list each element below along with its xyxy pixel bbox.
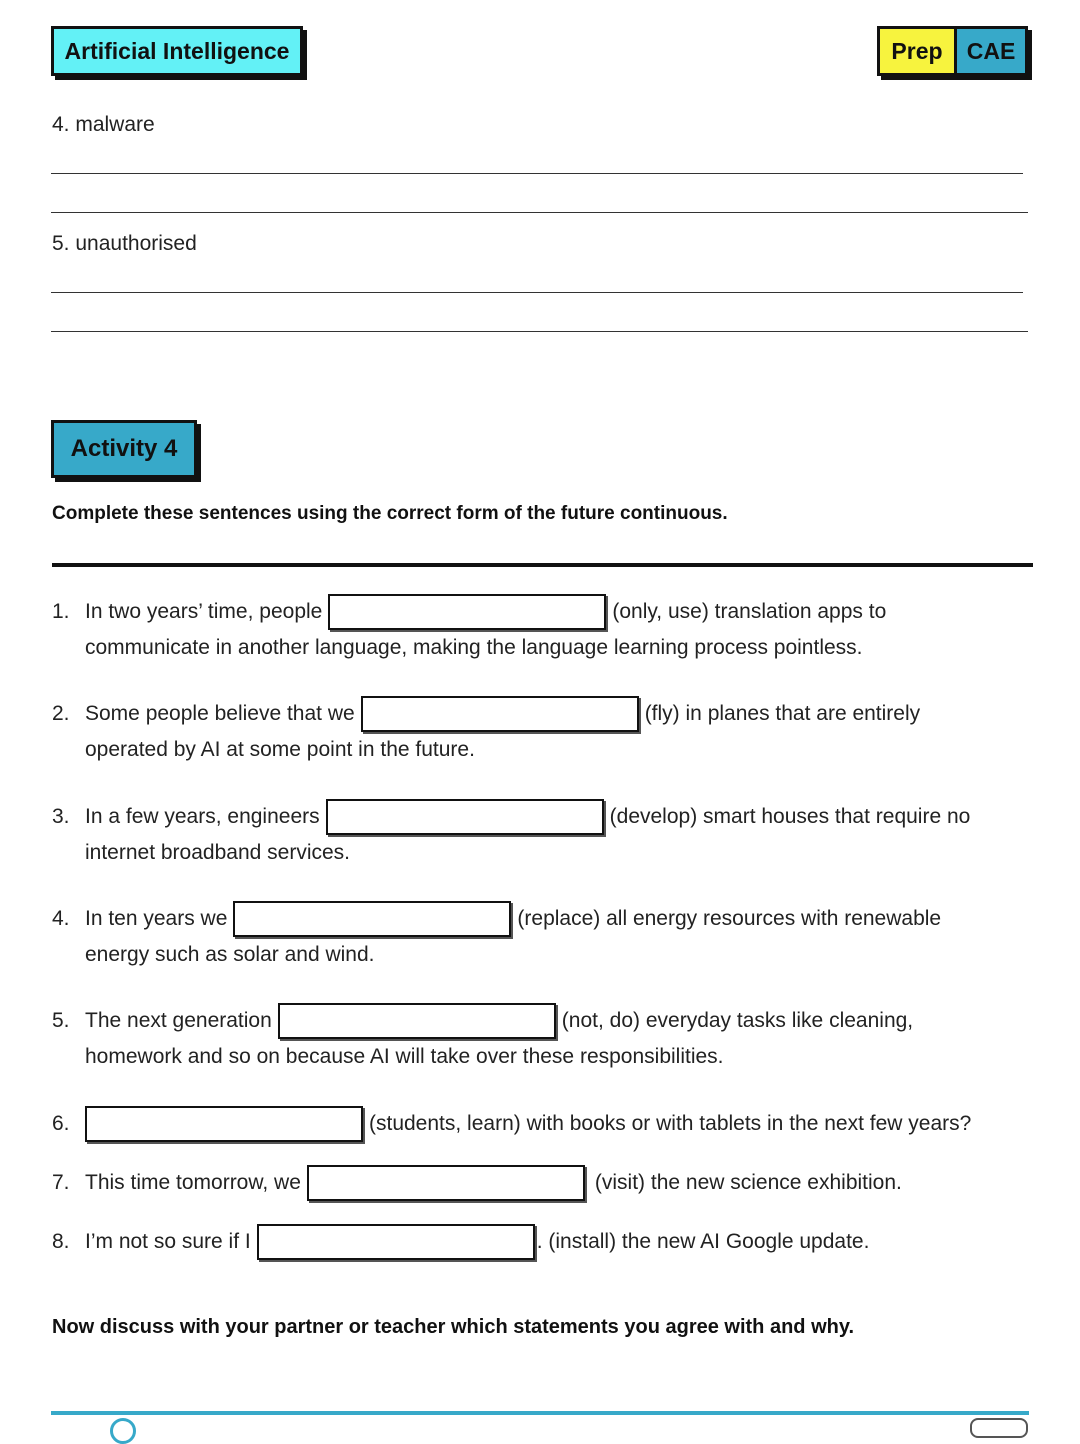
sentence-continuation: operated by AI at some point in the future.: [85, 738, 475, 761]
sentence-item: [52, 694, 1042, 762]
activity-title: Activity 4: [70, 435, 178, 462]
footer-logo-icon: [110, 1418, 136, 1444]
level-badge: [877, 26, 1028, 76]
sentence-before: In a few years, engineers: [85, 805, 320, 828]
item-number: 6.: [52, 1112, 70, 1135]
answer-gap[interactable]: [233, 901, 511, 937]
section-divider: [52, 563, 1033, 567]
item-number: 7.: [52, 1171, 70, 1194]
topic-title: Artificial Intelligence: [64, 38, 290, 64]
sentence-before: The next generation: [85, 1009, 272, 1032]
writing-line[interactable]: [51, 212, 1028, 213]
sentence-after: (fly) in planes that are entirely: [644, 702, 921, 725]
footer-page-tab: [970, 1418, 1028, 1438]
answer-gap[interactable]: [278, 1003, 556, 1039]
sentence-before: In two years’ time, people: [85, 600, 323, 623]
sentence-after: (develop) smart houses that require no: [609, 805, 971, 828]
sentence-after: . (install) the new AI Google update.: [536, 1230, 870, 1253]
sentence-item: [52, 899, 1042, 967]
sentence-continuation: communicate in another language, making the language learning process pointless.: [85, 636, 863, 659]
sentence-after: (only, use) translation apps to: [612, 600, 887, 623]
answer-gap[interactable]: [257, 1224, 535, 1260]
answer-gap[interactable]: [361, 696, 639, 732]
sentence-item: [52, 1222, 1042, 1262]
answer-gap[interactable]: [307, 1165, 585, 1201]
sentence-after: (replace) all energy resources with renewable: [517, 907, 942, 930]
sentence-after: (students, learn) with books or with tablets in the next few years?: [369, 1112, 972, 1135]
sentence-continuation: energy such as solar and wind.: [85, 943, 375, 966]
sentence-after: (not, do) everyday tasks like cleaning,: [561, 1009, 914, 1032]
writing-line[interactable]: [51, 173, 1023, 174]
sentence-item: [52, 797, 1042, 865]
sentence-before: I’m not so sure if I: [85, 1230, 251, 1253]
sentence-before: In ten years we: [85, 907, 228, 930]
word-item-unauthorised: 5. unauthorised: [52, 232, 197, 255]
sentence-continuation: internet broadband services.: [85, 841, 350, 864]
discussion-prompt: Now discuss with your partner or teacher which statements you agree with and why.: [52, 1316, 855, 1338]
sentence-before: Some people believe that we: [85, 702, 355, 725]
sentence-item: [52, 592, 1042, 660]
writing-line[interactable]: [51, 292, 1023, 293]
answer-gap[interactable]: [328, 594, 606, 630]
item-number: 3.: [52, 805, 70, 828]
item-number: 5.: [52, 1009, 70, 1032]
activity-instruction: Complete these sentences using the correct form of the future continuous.: [52, 503, 728, 524]
item-number: 4.: [52, 907, 70, 930]
sentence-after: (visit) the new science exhibition.: [594, 1171, 902, 1194]
footer-divider: [51, 1411, 1029, 1415]
word-item-malware: 4. malware: [52, 113, 155, 136]
level-prep-label: Prep: [880, 29, 957, 73]
answer-gap[interactable]: [326, 799, 604, 835]
writing-line[interactable]: [51, 331, 1028, 332]
item-number: 2.: [52, 702, 70, 725]
activity-heading-box: [51, 420, 197, 478]
answer-gap[interactable]: [85, 1106, 363, 1142]
topic-title-box: [51, 26, 303, 76]
sentence-item: [52, 1001, 1042, 1069]
sentence-before: This time tomorrow, we: [85, 1171, 301, 1194]
level-cae-label: CAE: [957, 29, 1025, 73]
item-number: 8.: [52, 1230, 70, 1253]
sentence-item: [52, 1163, 1042, 1203]
item-number: 1.: [52, 600, 70, 623]
sentence-item: [52, 1104, 1042, 1144]
sentence-continuation: homework and so on because AI will take over these responsibilities.: [85, 1045, 724, 1068]
